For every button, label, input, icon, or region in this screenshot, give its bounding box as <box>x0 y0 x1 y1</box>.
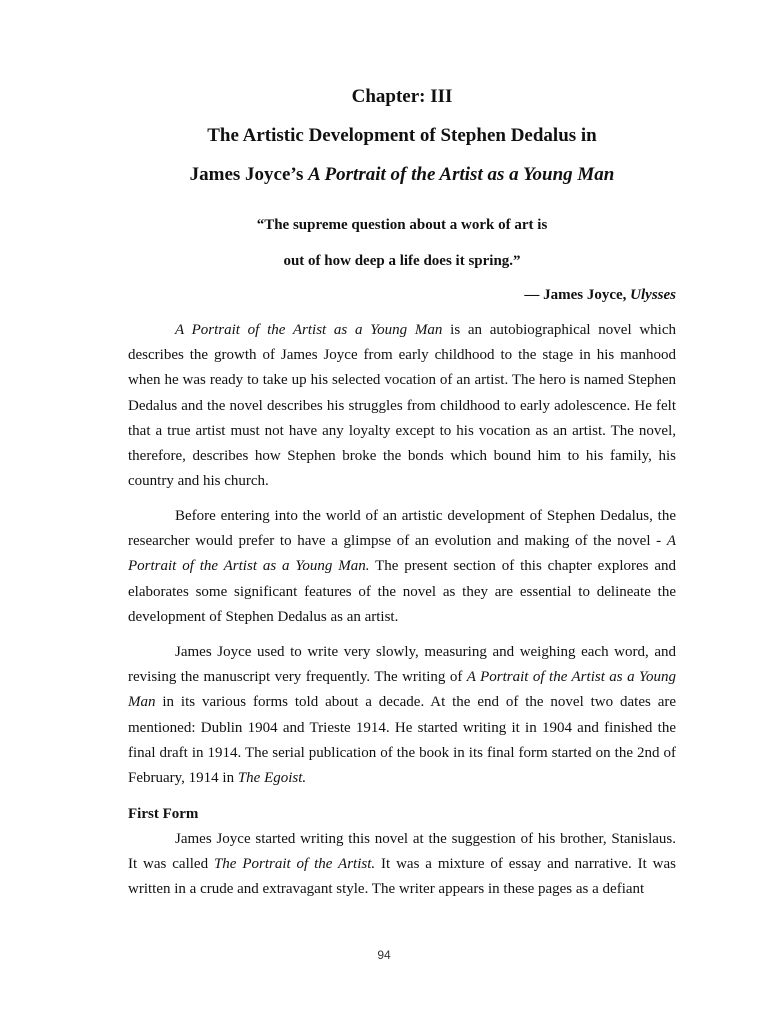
chapter-title-work: A Portrait of the Artist as a Young Man <box>308 164 615 185</box>
paragraph-2-italic: A Portrait of the Artist as a Young Man. <box>128 533 676 575</box>
epigraph-line1: “The supreme question about a work of art is <box>256 217 548 233</box>
epigraph-line2: out of how deep a life does it spring.” <box>283 253 521 269</box>
paragraph-3-text-b: in its various forms told about a decade. At the end of the novel two dates are mentioned: Dublin 1904 and Trieste 1914. He started writing it in 1904 and finished the final draft in 1914. The serial publication of the book in its final form started on the 2nd of February, 1914 in <box>128 694 676 787</box>
paragraph-3-italic-a: A Portrait of the Artist as a Young Man <box>128 669 676 711</box>
paragraph-2-text-b: The present section of this chapter explores and elaborates some significant features of the novel as they are essential to delineate the development of Stephen Dedalus as an artist. <box>128 558 676 625</box>
epigraph-attribution <box>524 287 676 304</box>
paragraph-3 <box>128 640 676 791</box>
chapter-label: Chapter: III <box>351 86 453 107</box>
paragraph-4-text-b: It was a mixture of essay and narrative. It was written in a crude and extravagant style. The writer appears in these pages as a defiant <box>128 856 676 898</box>
paragraph-1-italic: A Portrait of the Artist as a Young Man <box>175 322 443 338</box>
paragraph-3-italic-b: The Egoist. <box>237 770 307 787</box>
paragraph-2-text-a: Before entering into the world of an artistic development of Stephen Dedalus, the researcher would prefer to have a glimpse of an evolution and making of the novel - <box>128 508 676 550</box>
paragraph-1-text: is an autobiographical novel which describes the growth of James Joyce from early childhood to the stage in his manhood when he was ready to take up his selected vocation of an artist. The hero is named Stephen Dedalus and the novel describes his struggles from childhood to early adolescence. He felt that a true artist must not have any loyalty except to his vocation as an artist. The novel, therefore, describes how Stephen broke the bonds which bound him to his family, his country and his church. <box>128 322 676 490</box>
paragraph-4-italic: The Portrait of the Artist. <box>213 856 376 873</box>
attribution-work: Ulysses <box>630 287 676 303</box>
paragraph-4-text-a: James Joyce started writing this novel at the suggestion of his brother, Stanislaus. It was called <box>128 831 676 873</box>
chapter-title-line1: The Artistic Development of Stephen Dedalus in <box>207 125 597 146</box>
page-number: 94 <box>377 948 391 962</box>
chapter-title-line2 <box>128 164 676 186</box>
paragraph-4 <box>128 827 676 903</box>
paragraph-2 <box>128 504 676 630</box>
section-heading: First Form <box>128 806 199 822</box>
paragraph-1 <box>128 318 676 494</box>
attribution-author: — James Joyce, <box>524 287 631 303</box>
paragraph-3-text-a: James Joyce used to write very slowly, measuring and weighing each word, and revising the manuscript very frequently. The writing of <box>128 644 676 686</box>
chapter-title-author: James Joyce’s <box>189 164 309 185</box>
